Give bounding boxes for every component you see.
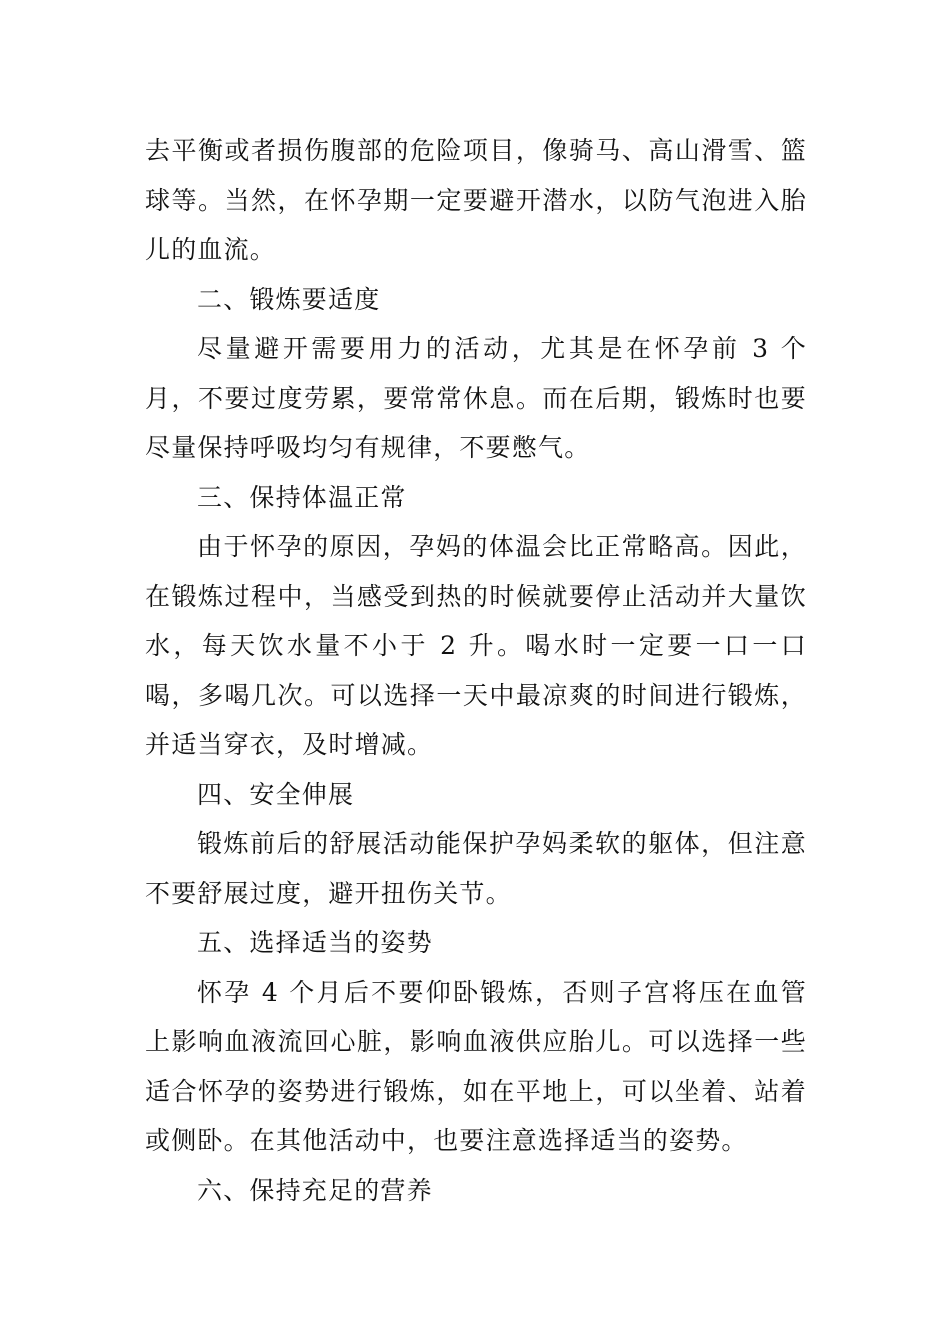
section-heading-5: 五、选择适当的姿势 — [197, 928, 433, 957]
paragraph-section-2: 尽量避开需要用力的活动，尤其是在怀孕前 3 个月，不要过度劳累，要常常休息。而在后期，锻炼时也要尽量保持呼吸均匀有规律，不要憋气。 — [145, 334, 807, 462]
paragraph-section-4: 锻炼前后的舒展活动能保护孕妈柔软的躯体，但注意不要舒展过度，避开扭伤关节。 — [145, 829, 807, 908]
paragraph-section-5: 怀孕 4 个月后不要仰卧锻炼，否则子宫将压在血管上影响血液流回心脏，影响血液供应胎儿。可以选择一些适合怀孕的姿势进行锻炼，如在平地上，可以坐着、站着或侧卧。在其他活动中，也要注意选择适当的姿势。 — [145, 977, 807, 1155]
document-page — [145, 126, 807, 1215]
paragraph-section-3: 由于怀孕的原因，孕妈的体温会比正常略高。因此，在锻炼过程中，当感受到热的时候就要停止活动并大量饮水，每天饮水量不小于 2 升。喝水时一定要一口一口喝，多喝几次。可以选择一天中最凉爽的时间进行锻炼，并适当穿衣，及时增减。 — [145, 532, 807, 759]
paragraph-continuation: 去平衡或者损伤腹部的危险项目，像骑马、高山滑雪、篮球等。当然，在怀孕期一定要避开潜水，以防气泡进入胎儿的血流。 — [145, 136, 807, 264]
section-heading-2: 二、锻炼要适度 — [197, 284, 381, 314]
section-heading-3: 三、保持体温正常 — [197, 482, 407, 512]
section-heading-6: 六、保持充足的营养 — [197, 1175, 433, 1205]
section-heading-4: 四、安全伸展 — [197, 779, 355, 809]
